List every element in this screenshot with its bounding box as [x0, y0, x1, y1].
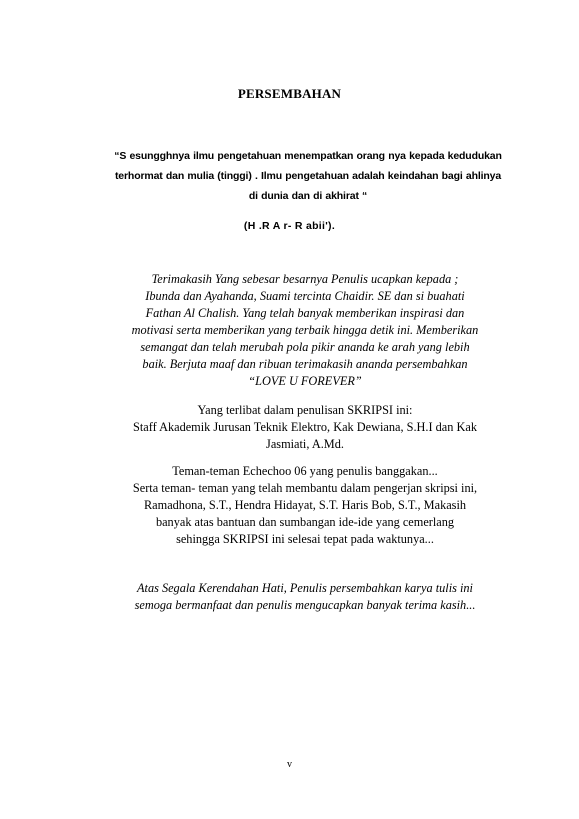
involved-paragraph: [100, 402, 510, 453]
friends-line: Serta teman- teman yang telah membantu dalam pengerjan skripsi ini,: [132, 481, 478, 495]
closing-line: semoga bermanfaat dan penulis mengucapkan banyak terima kasih...: [134, 598, 476, 612]
thanks-line: “LOVE U FOREVER”: [248, 374, 362, 388]
friends-line: sehingga SKRIPSI ini selesai tepat pada waktunya...: [176, 532, 434, 546]
thanks-line: Fathan Al Chalish. Yang telah banyak memberikan inspirasi dan: [145, 306, 465, 320]
involved-line: Jasmiati, A.Md.: [266, 437, 344, 451]
friends-line: banyak atas bantuan dan sumbangan ide-ide yang cemerlang: [155, 515, 455, 529]
closing-paragraph: [100, 580, 510, 614]
quote-line: “S esungghnya ilmu pengetahuan menempatkan orang nya kepada kedudukan: [114, 150, 502, 162]
quote-line: terhormat dan mulia (tinggi) . Ilmu pengetahuan adalah keindahan bagi ahlinya: [114, 170, 502, 182]
quote-block: [108, 146, 508, 206]
thanks-line: Ibunda dan Ayahanda, Suami tercinta Chaidir. SE dan si buahati: [145, 289, 465, 303]
closing-line: Atas Segala Kerendahan Hati, Penulis persembahkan karya tulis ini: [137, 581, 473, 595]
thanks-paragraph: [100, 271, 510, 390]
friends-paragraph: [100, 463, 510, 548]
page-title: PERSEMBAHAN: [237, 86, 342, 101]
friends-line: Teman-teman Echechoo 06 yang penulis banggakan...: [172, 464, 438, 478]
thanks-line: Terimakasih Yang sebesar besarnya Penulis ucapkan kepada ;: [151, 272, 459, 286]
hadith-source: (H .R A r- R abii').: [243, 220, 336, 232]
thanks-line: baik. Berjuta maaf dan ribuan terimakasih ananda persembahkan: [142, 357, 468, 371]
thanks-line: semangat dan telah merubah pola pikir ananda ke arah yang lebih: [140, 340, 470, 354]
thanks-line: motivasi serta memberikan yang terbaik hingga detik ini. Memberikan: [131, 323, 479, 337]
page-number: v: [287, 759, 292, 770]
involved-line: Yang terlibat dalam penulisan SKRIPSI ini:: [197, 403, 413, 417]
friends-line: Ramadhona, S.T., Hendra Hidayat, S.T. Haris Bob, S.T., Makasih: [143, 498, 467, 512]
quote-line: di dunia dan di akhirat “: [248, 190, 368, 202]
involved-line: Staff Akademik Jurusan Teknik Elektro, Kak Dewiana, S.H.I dan Kak: [133, 420, 477, 434]
